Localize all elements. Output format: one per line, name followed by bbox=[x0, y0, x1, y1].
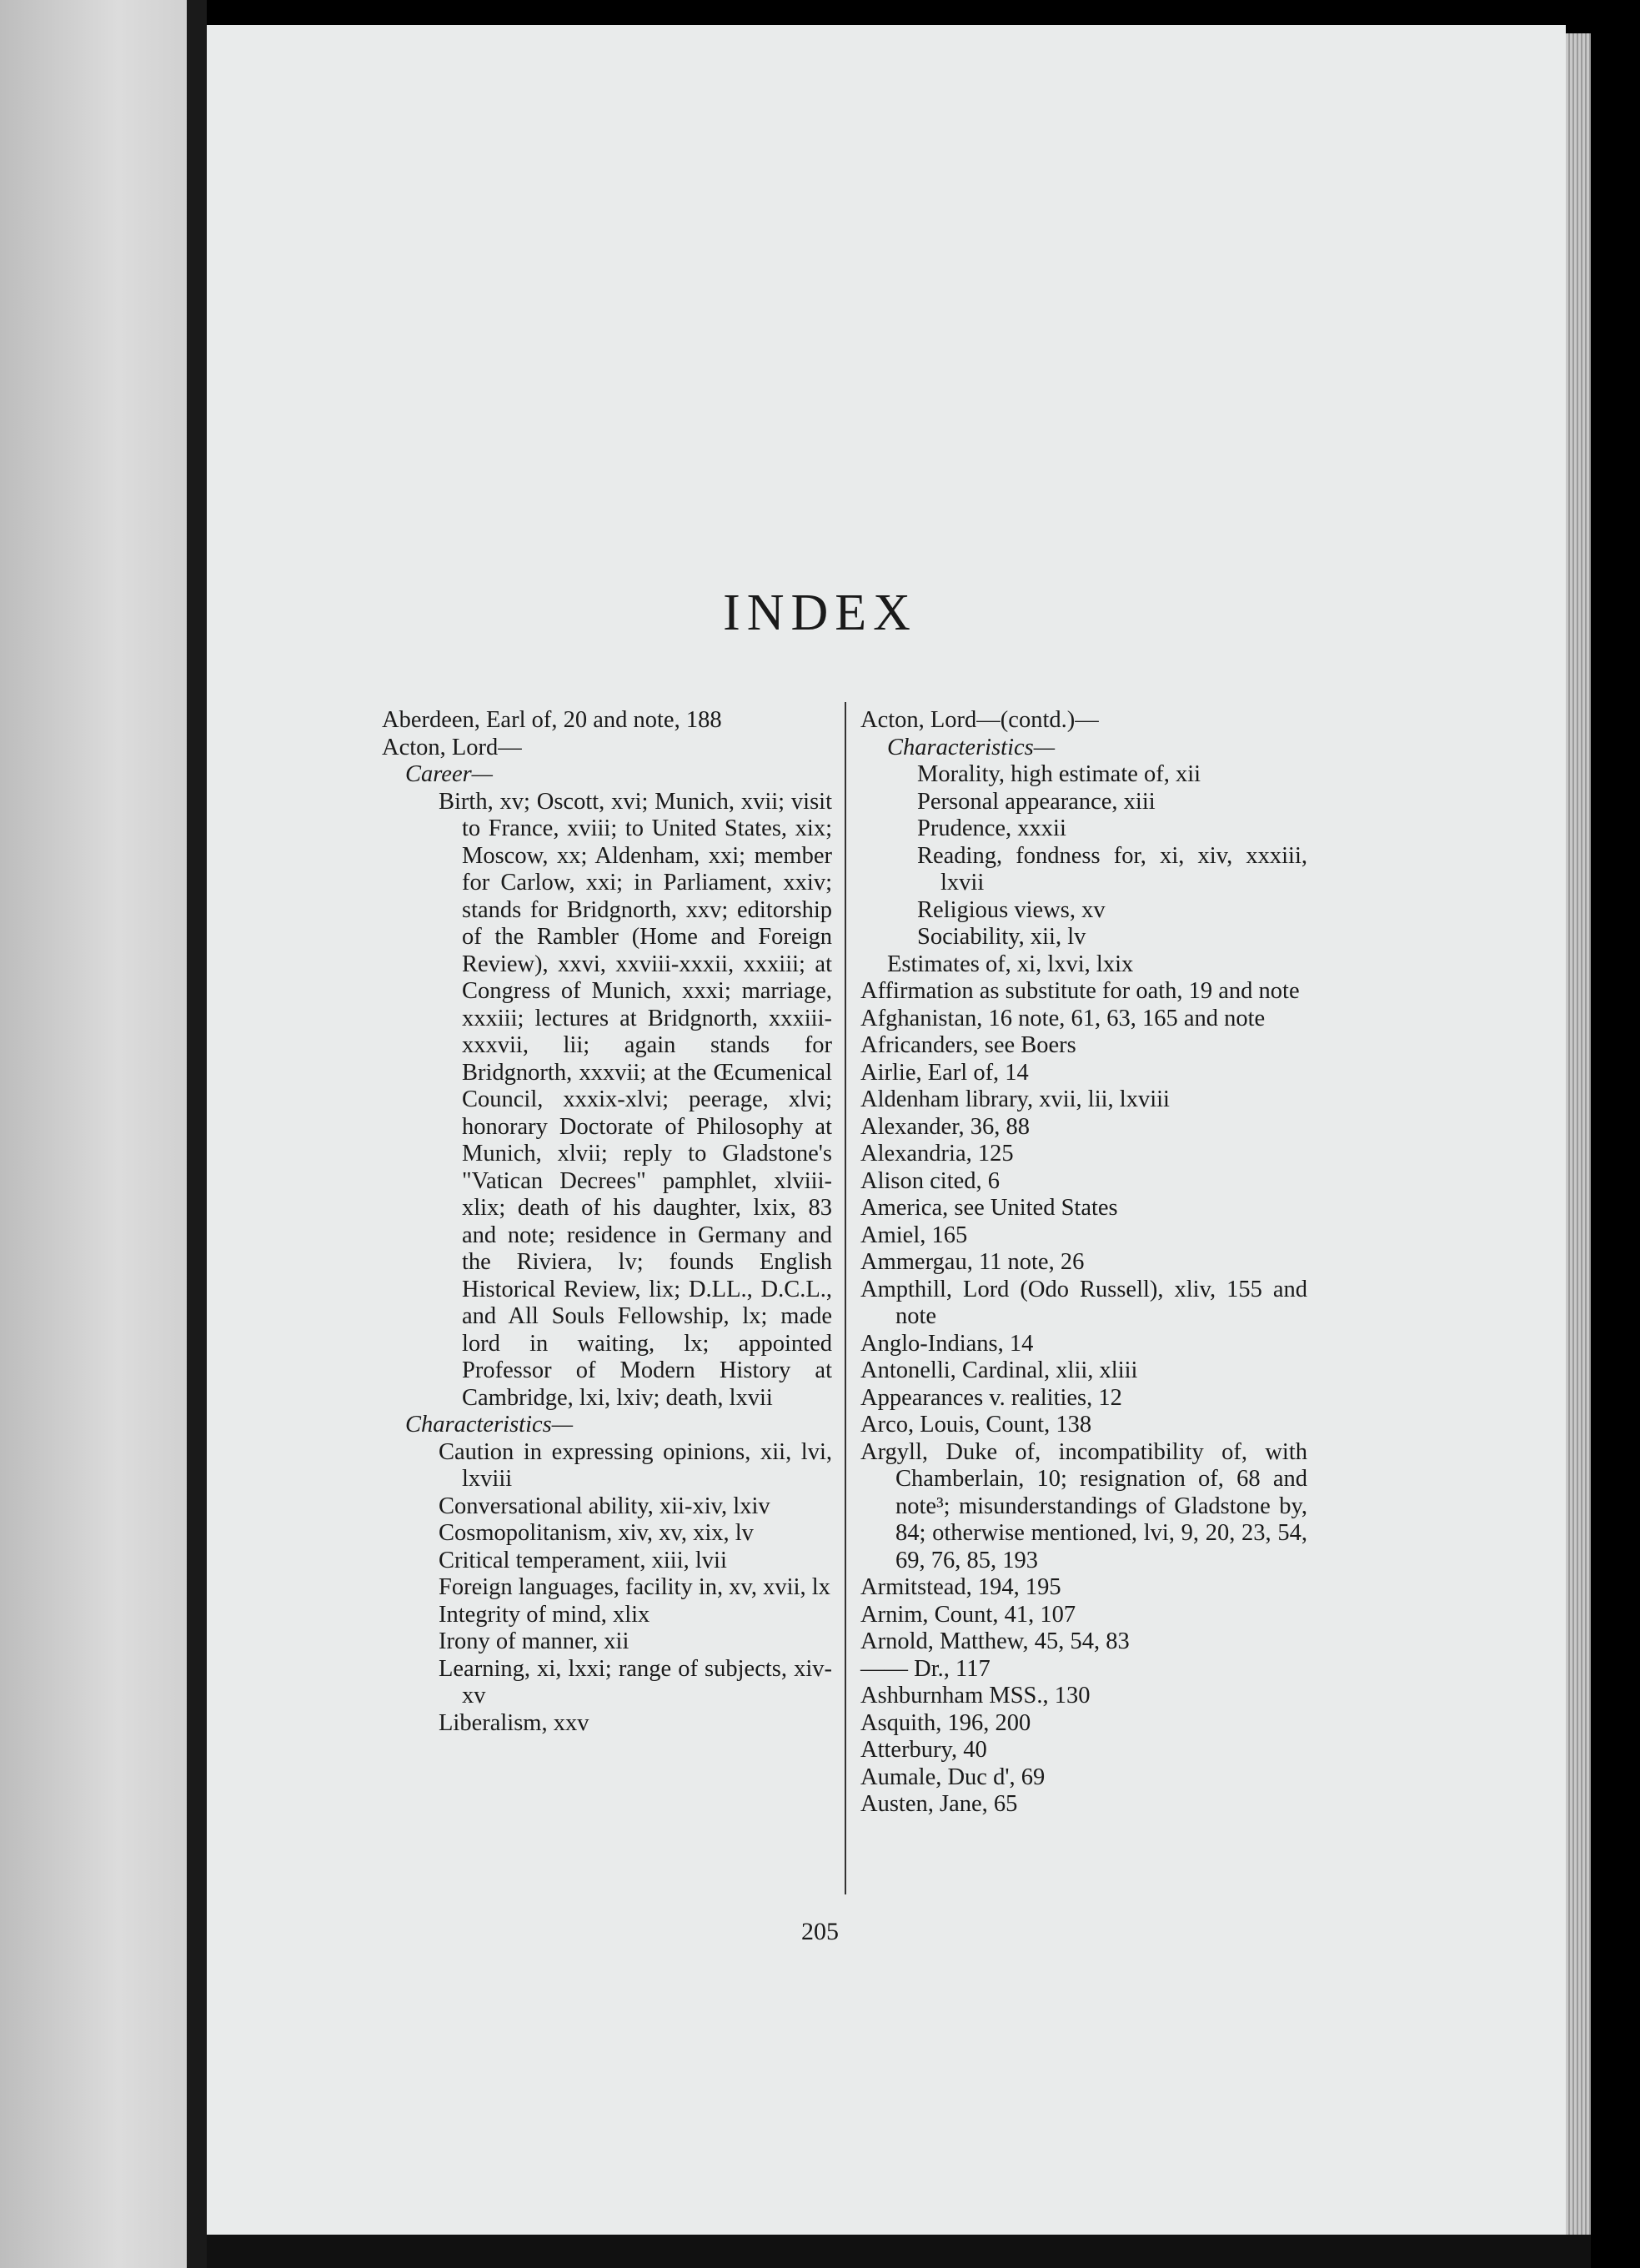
index-entry: Liberalism, xxv bbox=[439, 1709, 589, 1736]
index-entry: Conversational ability, xii-xiv, lxiv bbox=[439, 1493, 770, 1519]
index-entry: Africanders, see Boers bbox=[860, 1032, 1076, 1058]
index-entry: Alison cited, 6 bbox=[860, 1167, 1001, 1194]
index-entry: —— Dr., 117 bbox=[860, 1655, 991, 1682]
index-entry: Alexander, 36, 88 bbox=[860, 1113, 1031, 1140]
index-entry: Ammergau, 11 note, 26 bbox=[860, 1249, 1085, 1275]
index-entry: America, see United States bbox=[860, 1195, 1118, 1221]
index-column-right bbox=[860, 707, 1307, 1819]
index-entry: Aldenham library, xvii, lii, lxviii bbox=[860, 1086, 1170, 1112]
index-entry: Religious views, xv bbox=[917, 896, 1106, 923]
index-entry: Sociability, xii, lv bbox=[917, 924, 1086, 950]
index-entry: Austen, Jane, 65 bbox=[860, 1791, 1018, 1817]
bottom-margin bbox=[207, 2235, 1591, 2268]
index-entry: Estimates of, xi, lxvi, lxix bbox=[887, 951, 1134, 977]
page-title: INDEX bbox=[723, 585, 917, 641]
index-entry: Personal appearance, xiii bbox=[917, 788, 1156, 815]
index-entry: Arnold, Matthew, 45, 54, 83 bbox=[860, 1628, 1130, 1654]
index-entry: Armitstead, 194, 195 bbox=[860, 1574, 1061, 1600]
index-entry: Characteristics— bbox=[887, 734, 1056, 760]
index-column-left bbox=[382, 707, 832, 1737]
index-entry: Reading, fondness for, xi, xiv, xxxiii, lxvii bbox=[917, 842, 1307, 896]
index-entry: Asquith, 196, 200 bbox=[860, 1709, 1031, 1736]
index-entry: Amiel, 165 bbox=[860, 1222, 968, 1248]
index-entry: Foreign languages, facility in, xv, xvii, lx bbox=[439, 1574, 830, 1600]
index-entry: Appearances v. realities, 12 bbox=[860, 1384, 1122, 1411]
page-number: 205 bbox=[801, 1918, 839, 1945]
index-entry: Prudence, xxxii bbox=[917, 815, 1066, 841]
index-entry: Aberdeen, Earl of, 20 and note, 188 bbox=[382, 707, 722, 733]
index-entry: Cosmopolitanism, xiv, xv, xix, lv bbox=[439, 1520, 754, 1546]
index-entry: Integrity of mind, xlix bbox=[439, 1601, 650, 1628]
index-entry: Arnim, Count, 41, 107 bbox=[860, 1601, 1076, 1628]
index-entry: Irony of manner, xii bbox=[439, 1628, 629, 1654]
index-entry: Career— bbox=[405, 761, 494, 787]
index-entry: Arco, Louis, Count, 138 bbox=[860, 1412, 1092, 1438]
index-entry: Alexandria, 125 bbox=[860, 1141, 1014, 1167]
index-entry: Antonelli, Cardinal, xlii, xliii bbox=[860, 1357, 1138, 1383]
index-entry: Ashburnham MSS., 130 bbox=[860, 1683, 1091, 1709]
index-entry: Learning, xi, lxxi; range of subjects, xiv-xv bbox=[439, 1655, 832, 1709]
index-entry: Argyll, Duke of, incompatibility of, with Chamberlain, 10; resignation of, 68 and note³; misunderstandings of Gladstone by, 84; otherwise mentioned, lvi, 9, 20, 23, 54, 69, 76, 85, 193 bbox=[860, 1438, 1307, 1573]
page-stack-edge bbox=[1566, 33, 1591, 2235]
index-entry: Birth, xv; Oscott, xvi; Munich, xvii; visit to France, xviii; to United States, xix; Moscow, xx; Aldenham, xxi; member for Carlow, xxi; in Parliament, xxiv; stands for Bridgnorth, xxv; editorship of the Rambler (Home and Foreign Review), xxvi, xxviii-xxxii, xxxiii; at Congress of Munich, xxxi; marriage, xxxiii; lectures at Bridgnorth, xxxiii-xxxvii, lii; again stands for Bridgnorth, xxxvii; at the Œcumenical Council, xxxix-xlvi; peerage, xlvi; honorary Doctorate of Philosophy at Munich, xlvii; reply to Gladstone's "Vatican Decrees" pamphlet, xlviii-xlix; death of his daughter, lxix, 83 and note; residence in Germany and the Riviera, lv; founds English Historical Review, lix; D.LL., D.C.L., and All Souls Fellowship, lx; made lord in waiting, lx; appointed Professor of Modern History at Cambridge, lxi, lxiv; death, lxvii bbox=[439, 788, 832, 1411]
index-entry: Ampthill, Lord (Odo Russell), xliv, 155 and note bbox=[860, 1276, 1307, 1329]
index-entry: Caution in expressing opinions, xii, lvi, lxviii bbox=[439, 1438, 832, 1492]
column-divider bbox=[845, 702, 846, 1894]
index-entry: Acton, Lord— bbox=[382, 734, 522, 760]
index-entry: Afghanistan, 16 note, 61, 63, 165 and note bbox=[860, 1005, 1266, 1031]
index-entry: Characteristics— bbox=[405, 1412, 574, 1438]
index-entry: Acton, Lord—(contd.)— bbox=[860, 707, 1099, 733]
index-entry: Morality, high estimate of, xii bbox=[917, 761, 1201, 787]
index-entry: Affirmation as substitute for oath, 19 and note bbox=[860, 978, 1300, 1004]
index-entry: Anglo-Indians, 14 bbox=[860, 1330, 1034, 1357]
index-entry: Atterbury, 40 bbox=[860, 1737, 987, 1763]
index-entry: Airlie, Earl of, 14 bbox=[860, 1059, 1029, 1086]
index-entry: Aumale, Duc d', 69 bbox=[860, 1764, 1046, 1790]
index-entry: Critical temperament, xiii, lvii bbox=[439, 1547, 727, 1573]
